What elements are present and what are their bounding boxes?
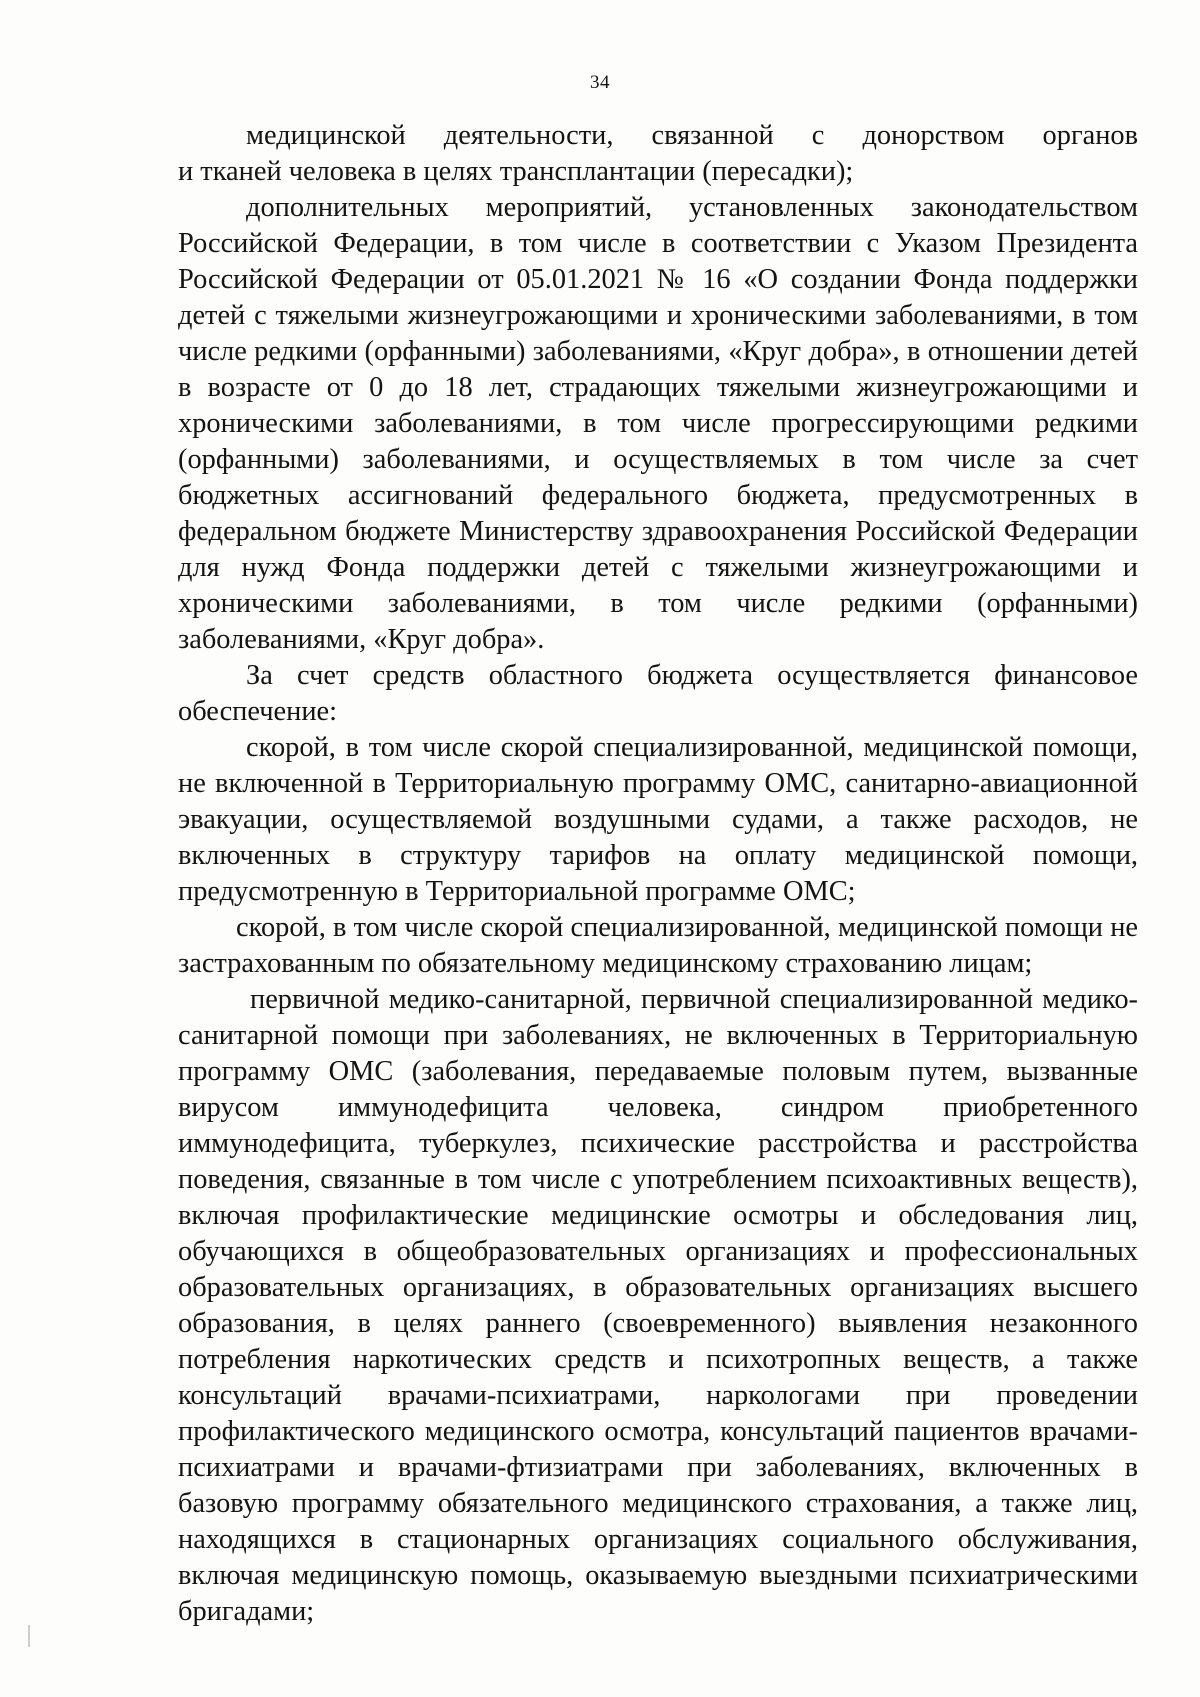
paragraph: скорой, в том числе скорой специализированной, медицинской помощи не застрахованным по обязательному медицинскому страхованию лицам; — [178, 912, 1138, 979]
paragraph-line: медицинской деятельности, связанной с донорством органов — [246, 120, 1138, 151]
paragraph: За счет средств областного бюджета осуществляется финансовое обеспечение: — [178, 660, 1138, 727]
paragraph: дополнительных мероприятий, установленных законодательством Российской Федерации, в том числе в соответствии с Указом Президента Российской Федерации от 05.01.2021 № 16 «О создании Фонда поддержки детей с тяжелыми жизнеугрожающими и хроническими заболеваниями, в том числе редкими (орфанными) заболеваниями, «Круг добра», в отношении детей в возрасте от 0 до 18 лет, страдающих тяжелыми жизнеугрожающими и хроническими заболеваниями, в том числе прогрессирующими редкими (орфанными) заболеваниями, и осуществляемых в том числе за счет бюджетных ассигнований федерального бюджета, предусмотренных в федеральном бюджете Министерству здравоохранения Российской Федерации для нужд Фонда поддержки детей с тяжелыми жизнеугрожающими и хроническими заболеваниями, в том числе редкими (орфанными) заболеваниями, «Круг добра». — [178, 192, 1138, 655]
paragraph-line: и тканей человека в целях трансплантации (пересадки); — [178, 156, 854, 187]
paragraph: первичной медико-санитарной, первичной специализированной медико-санитарной помощи при заболеваниях, не включенных в Территориальную программу ОМС (заболевания, передаваемые половым путем, вызванные вирусом иммунодефицита человека, синдром приобретенного иммунодефицита, туберкулез, психические расстройства и расстройства поведения, связанные в том числе с употреблением психоактивных веществ), включая профилактические медицинские осмотры и обследования лиц, обучающихся в общеобразовательных организациях и профессиональных образовательных организациях, в образовательных организациях высшего образования, в целях раннего (своевременного) выявления незаконного потребления наркотических средств и психотропных веществ, а также консультаций врачами-психиатрами, наркологами при проведении профилактического медицинского осмотра, консультаций пациентов врачами-психиатрами и врачами-фтизиатрами при заболеваниях, включенных в базовую программу обязательного медицинского страхования, а также лиц, находящихся в стационарных организациях социального обслуживания, включая медицинскую помощь, оказываемую выездными психиатрическими бригадами; — [178, 984, 1138, 1627]
paragraph: скорой, в том числе скорой специализированной, медицинской помощи, не включенной в Территориальную программу ОМС, санитарно-авиационной эвакуации, осуществляемой воздушными судами, а также расходов, не включенных в структуру тарифов на оплату медицинской помощи, предусмотренную в Территориальной программе ОМС; — [178, 732, 1138, 907]
scan-artifact — [28, 1625, 30, 1647]
page-number: 34 — [590, 72, 610, 93]
document-body — [178, 118, 1138, 1630]
